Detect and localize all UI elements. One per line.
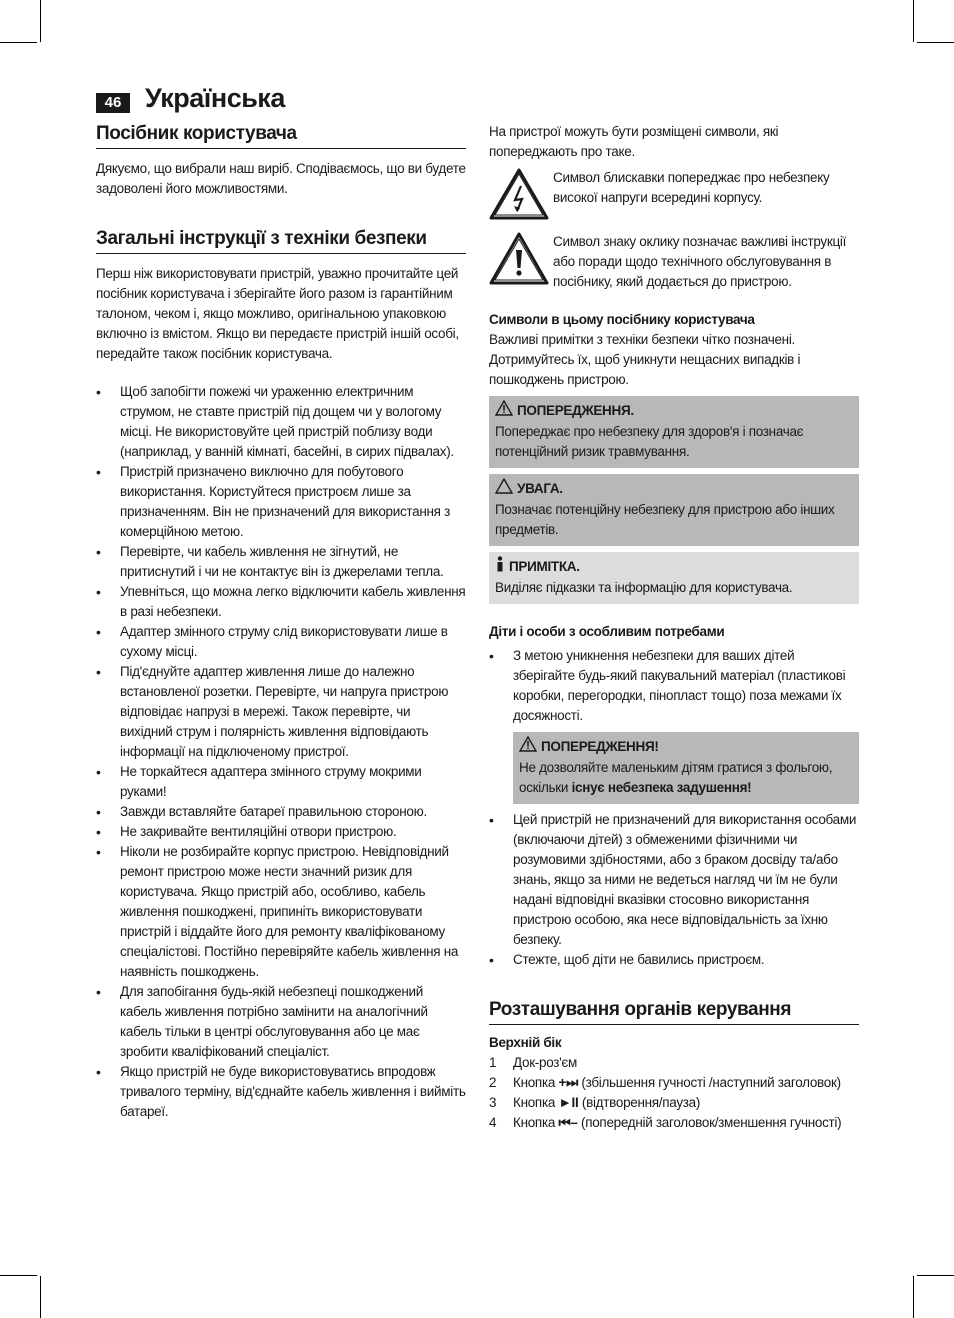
list-item: • Стежте, щоб діти не бавились пристроєм. bbox=[489, 950, 859, 970]
list-item: • Не закривайте вентиляційні отвори пристрою. bbox=[96, 822, 466, 842]
safety-intro: Перш ніж використовувати пристрій, уважно прочитайте цей посібник користувача і зберігайте його разом із гарантійним талоном, чеком і, якщо можливо, оригінальною упаковкою включно із вмістом. Якщо ви передаєте пристрій іншій особі, передайте також посібник користувача. bbox=[96, 266, 459, 361]
safety-heading: Загальні інструкції з техніки безпеки bbox=[96, 227, 466, 254]
children-warning-bold: існує небезпека задушення! bbox=[571, 780, 752, 795]
exclamation-symbol-text: Символ знаку оклику позначає важливі інструкції або поради щодо технічного обслуговування в посібнику, який додається до пристрою. bbox=[553, 234, 847, 289]
note-text: Виділяє підказки та інформацію для користувача. bbox=[495, 580, 793, 595]
list-item: • Ніколи не розбирайте корпус пристрою. Невідповідний ремонт пристрою може нести значний ризик для користувача. Якщо пристрій або, особливо, кабель живлення пошкоджені, припиніть використовувати пристрій і віддайте його для ремонту кваліфікованому спеціалістові. Постійно перевіряйте кабель живлення на наявність пошкоджень. bbox=[96, 842, 466, 982]
list-item: 4 Кнопка ⏮– (попередній заголовок/зменшення гучності) bbox=[489, 1115, 842, 1130]
crop-mark bbox=[40, 0, 41, 42]
list-item: • Щоб запобігти пожежі чи ураженню електричним струмом, не ставте пристрій під дощем чи у вологому місці. Не використовуйте цей пристрій поблизу води (наприклад, у ванній кімнаті, басейні, в сирих підвалах). bbox=[96, 382, 466, 462]
lightning-symbol-text: Символ блискавки попереджає про небезпеку високої напруги всередині корпусу. bbox=[553, 170, 830, 205]
warning-triangle-icon bbox=[495, 400, 513, 422]
caution-notice bbox=[489, 474, 859, 546]
note-notice bbox=[489, 552, 859, 604]
crop-mark bbox=[913, 0, 914, 42]
list-item: 2 Кнопка +⏭ (збільшення гучності /наступний заголовок) bbox=[489, 1075, 841, 1090]
caution-triangle-icon bbox=[495, 478, 513, 500]
list-item: 1 Док-роз'єм bbox=[489, 1055, 578, 1070]
list-item: • Цей пристрій не призначений для використання особами (включаючи дітей) з обмеженими фізичними чи розумовими здібностями, або з браком досвіду та/або знань, якщо за ними не ведеться нагляд чи їм не були надані відповідні вказівки стосовно використання пристрою особою, яка несе відповідальність за їхню безпеку. bbox=[489, 810, 859, 950]
right-column bbox=[489, 122, 859, 1133]
page-title: Українська bbox=[145, 83, 285, 113]
warning-notice bbox=[489, 396, 859, 468]
warning-text: Попереджає про небезпеку для здоров'я і позначає потенційний ризик травмування. bbox=[495, 424, 804, 459]
safety-bullet-list bbox=[96, 382, 466, 1122]
manual-symbols-text: Важливі примітки з техніки безпеки чітко позначені. Дотримуйтесь їх, щоб уникнути нещасних випадків і пошкоджень пристрою. bbox=[489, 332, 801, 387]
manual-heading: Посібник користувача bbox=[96, 122, 466, 149]
controls-list bbox=[489, 1053, 859, 1133]
crop-mark bbox=[40, 1276, 41, 1318]
manual-symbols-heading: Символи в цьому посібнику користувача bbox=[489, 312, 755, 327]
list-item: • Перевірте, чи кабель живлення не зігнутий, не притиснутий і чи не контактує він із джерелами тепла. bbox=[96, 542, 466, 582]
crop-mark bbox=[917, 42, 954, 43]
caution-text: Позначає потенційну небезпеку для пристрою або інших предметів. bbox=[495, 502, 835, 537]
list-item: • Упевніться, що можна легко відключити кабель живлення в разі небезпеки. bbox=[96, 582, 466, 622]
crop-mark bbox=[0, 42, 37, 43]
list-item: • Адаптер змінного струму слід використовувати лише в сухому місці. bbox=[96, 622, 466, 662]
list-item: • Пристрій призначено виключно для побутового використання. Користуйтеся пристроєм лише за призначенням. Він не призначений для використання з комерційною метою. bbox=[96, 462, 466, 542]
exclamation-symbol-row bbox=[489, 232, 859, 292]
lightning-warning-icon bbox=[489, 168, 553, 226]
children-heading: Діти і особи з особливим потребами bbox=[489, 624, 725, 639]
previous-volume-down-icon: ⏮– bbox=[558, 1115, 578, 1130]
list-item: • Не торкайтеся адаптера змінного струму мокрими руками! bbox=[96, 762, 466, 802]
info-icon bbox=[495, 556, 505, 578]
list-item: 3 Кнопка ►II (відтворення/пауза) bbox=[489, 1095, 701, 1110]
volume-up-next-icon: +⏭ bbox=[558, 1075, 578, 1090]
lightning-symbol-row bbox=[489, 168, 859, 226]
top-side-heading: Верхній бік bbox=[489, 1035, 562, 1050]
warning-title: ПОПЕРЕДЖЕННЯ. bbox=[517, 403, 634, 418]
list-item: • Під'єднуйте адаптер живлення лише до належно встановленої розетки. Перевірте, чи напруга пристрою відповідає напрузі в мережі. Також перевірте, чи вихідний струм і полярність живлення відповідають інформації на підключеному пристрої. bbox=[96, 662, 466, 762]
note-title: ПРИМІТКА. bbox=[509, 559, 580, 574]
page-number: 46 bbox=[96, 93, 130, 113]
list-item: • Для запобігання будь-якій небезпеці пошкоджений кабель живлення потрібно замінити на аналогічний кабель тільки в центрі обслуговування або це має зробити кваліфікований спеціаліст. bbox=[96, 982, 466, 1062]
left-column bbox=[96, 122, 466, 1122]
list-item: • Якщо пристрій не буде використовуватись впродовж тривалого терміну, від'єднайте кабель живлення і вийміть батареї. bbox=[96, 1062, 466, 1122]
warning-triangle-icon bbox=[519, 736, 537, 758]
play-pause-icon: ►II bbox=[558, 1095, 579, 1110]
children-warning-text: Не дозволяйте маленьким дітям гратися з фольгою, оскільки bbox=[519, 760, 833, 795]
list-item: • Завжди вставляйте батареї правильною стороною. bbox=[96, 802, 466, 822]
manual-intro: Дякуємо, що вибрали наш виріб. Сподіваємось, що ви будете задоволені його можливостями. bbox=[96, 161, 466, 196]
children-warning-notice bbox=[513, 732, 859, 804]
controls-heading: Розташування органів керування bbox=[489, 998, 859, 1025]
crop-mark bbox=[0, 1275, 37, 1276]
symbols-intro: На пристрої можуть бути розміщені символи, які попереджають про таке. bbox=[489, 124, 779, 159]
children-warning-title: ПОПЕРЕДЖЕННЯ! bbox=[541, 739, 659, 754]
exclamation-warning-icon bbox=[489, 232, 553, 292]
children-bullet-list bbox=[489, 646, 859, 726]
list-item: • З метою уникнення небезпеки для ваших дітей зберігайте будь-який пакувальний матеріал (пластикові коробки, перегородки, пінопласт тощо) поза межами їх досяжності. bbox=[489, 646, 859, 726]
crop-mark bbox=[917, 1275, 954, 1276]
crop-mark bbox=[913, 1276, 914, 1318]
children-bullet-list-2 bbox=[489, 810, 859, 970]
caution-title: УВАГА. bbox=[517, 481, 563, 496]
